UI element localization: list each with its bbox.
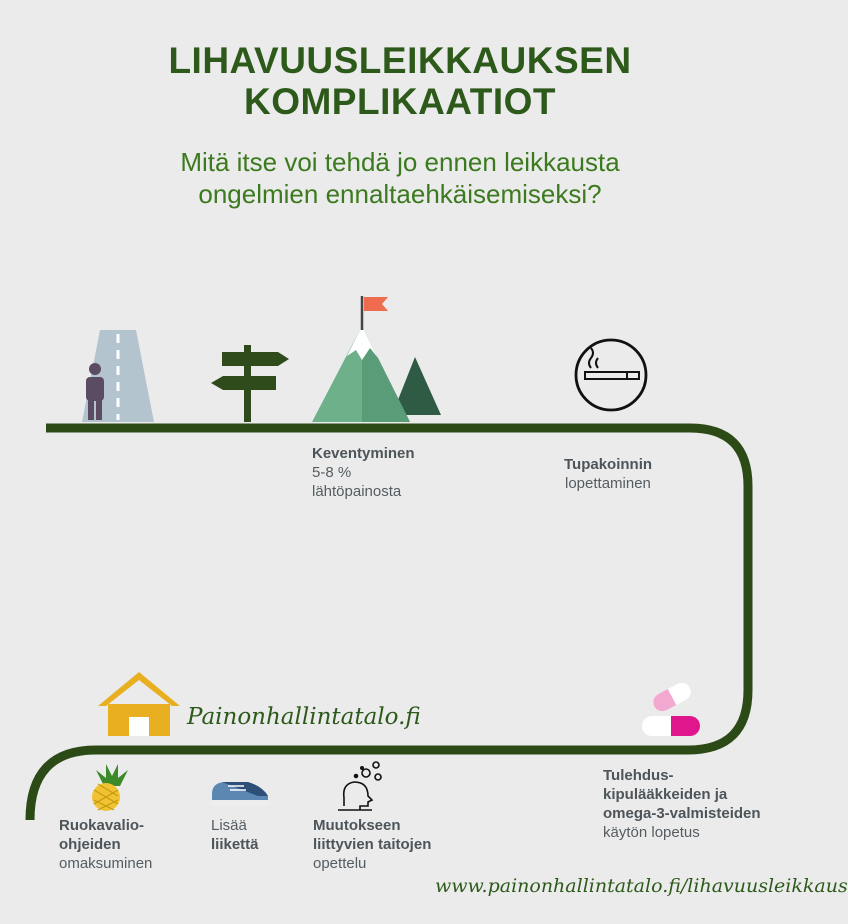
mountain-icon [312,326,441,422]
subtitle-line-1: Mitä itse voi tehdä jo ennen leikkausta [180,147,620,177]
step-quit-smoking [564,455,652,493]
logo-text: Painonhallintatalo.fi [187,704,421,730]
step-exercise-title: liikettä [211,836,259,853]
step-exercise-line1: Lisää [211,817,247,834]
pills-icon [642,680,700,736]
step-medication-line4: käytön lopetus [603,824,700,841]
step-medication-title-1: Tulehdus- [603,767,674,784]
step-diet [59,816,152,873]
step-medication [603,766,761,842]
step-weight-loss-line3: lähtöpainosta [312,483,402,500]
step-skills-title-2: liittyvien taitojen [313,836,432,853]
step-weight-loss [312,444,415,501]
subtitle-line-2: ongelmien ennaltaehkäisemiseksi? [198,179,602,209]
step-medication-title-3: omega-3-valmisteiden [603,805,761,822]
step-diet-title-1: Ruokavalio- [59,817,145,834]
title-line-2: KOMPLIKAATIOT [243,81,557,122]
step-quit-smoking-line2: lopettaminen [565,475,651,492]
step-medication-title-2: kipulääkkeiden ja [603,786,728,803]
step-quit-smoking-title: Tupakoinnin [564,456,653,473]
step-skills-line3: opettelu [313,855,367,872]
sneaker-icon [210,782,270,806]
flag-icon [362,296,388,330]
step-exercise [211,816,259,854]
title-line-1: LIHAVUUSLEIKKAUKSEN [168,40,632,81]
step-diet-title-2: ohjeiden [59,836,121,853]
signpost-icon [211,345,289,422]
step-skills-title-1: Muutokseen [313,817,401,834]
step-skills [313,816,431,873]
thinking-head-icon [338,762,381,810]
house-icon [98,672,180,736]
pineapple-icon [92,764,128,811]
no-smoking-icon [576,340,646,410]
step-weight-loss-title: Keventyminen [312,445,415,462]
step-weight-loss-line2: 5-8 % [312,464,352,481]
footer-url[interactable]: www.painonhallintatalo.fi/lihavuusleikkaus [435,875,848,897]
step-diet-line3: omaksuminen [59,855,153,872]
